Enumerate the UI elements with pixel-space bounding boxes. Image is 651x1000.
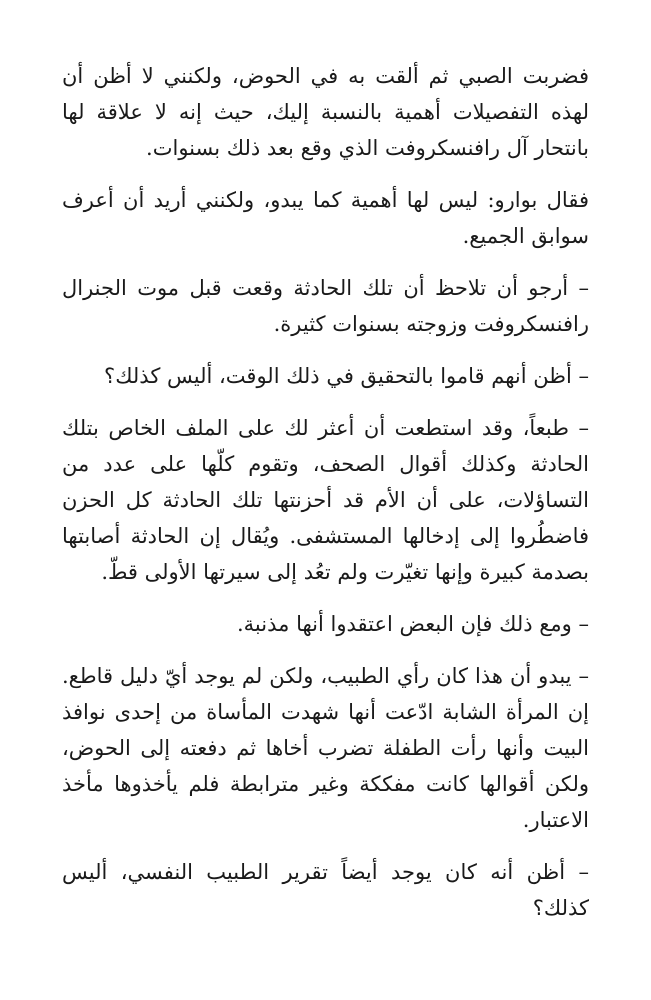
paragraph-5: – طبعاً، وقد استطعت أن أعثر لك على الملف الخاص بتلك الحادثة وكذلك أقوال الصحف، وتقوم كلّها على عدد من التساؤلات، على أن الأم قد أحزنتها تلك الحادثة كل الحزن فاضطُروا إلى إدخالها المستشفى. ويُقال إن الحادثة أصابتها بصدمة كبيرة وإنها تغيّرت ولم تعُد إلى سيرتها الأولى قطّ.: [62, 416, 589, 584]
paragraph-6: – ومع ذلك فإن البعض اعتقدوا أنها مذنبة.: [237, 612, 589, 636]
paragraph-2: فقال بوارو: ليس لها أهمية كما يبدو، ولكنني أريد أن أعرف سوابق الجميع.: [62, 188, 589, 248]
paragraph-1: فضربت الصبي ثم ألقت به في الحوض، ولكنني لا أظن أن لهذه التفصيلات أهمية بالنسبة إليك، حيث إنه لا علاقة لها بانتحار آل رافنسكروفت الذي وقع بعد ذلك بسنوات.: [62, 64, 589, 160]
paragraph-7: – يبدو أن هذا كان رأي الطبيب، ولكن لم يوجد أيّ دليل قاطع. إن المرأة الشابة ادّعت أنها شهدت المأساة من إحدى نوافذ البيت وأنها رأت الطفلة تضرب أخاها ثم دفعته إلى الحوض، ولكن أقوالها كانت مفككة وغير مترابطة فلم يأخذوها مأخذ الاعتبار.: [62, 664, 589, 832]
paragraph-8: – أظن أنه كان يوجد أيضاً تقرير الطبيب النفسي، أليس كذلك؟: [62, 860, 589, 920]
paragraph-4: – أظن أنهم قاموا بالتحقيق في ذلك الوقت، أليس كذلك؟: [104, 364, 589, 388]
paragraph-3: – أرجو أن تلاحظ أن تلك الحادثة وقعت قبل موت الجنرال رافنسكروفت وزوجته بسنوات كثيرة.: [62, 276, 589, 336]
